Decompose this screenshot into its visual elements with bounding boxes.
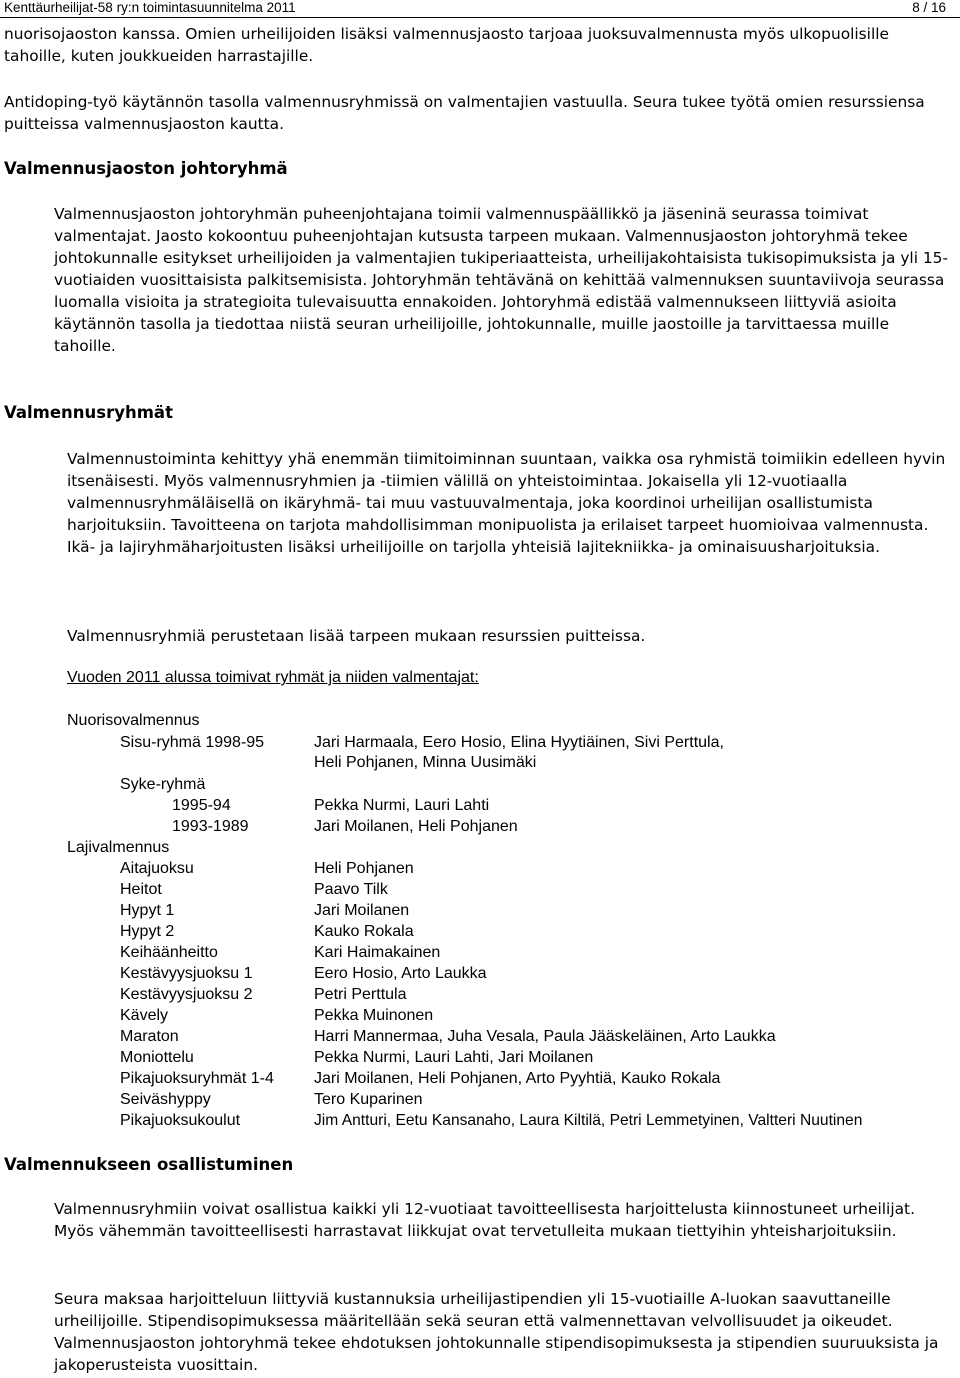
table-row	[0, 816, 960, 837]
valmennusryhmat-paragraph-1: Valmennustoiminta kehittyy yhä enemmän tiimitoiminnan suuntaan, vaikka osa ryhmistä toimiikin edelleen hyvin itsenäisesti. Myös valmennusryhmien ja -tiimien välillä on yhteistoimintaa. Jokaisella yli 12-vuotiaalla valmennusryhmäläisellä on ikäryhmä- tai muu vastuuvalmentaja, joka koordinoi urheilijan osallistumista harjoituksiin. Tavoitteena on tarjota mahdollisimman monipuolista ja erilaiset tarpeet huomioivaa valmennusta. Ikä- ja lajiryhmäharjoitusten lisäksi urheilijoille on tarjolla yhteisiä lajitekniikka- ja ominaisuusharjoituksia.	[67, 450, 946, 556]
group-coaches: Tero Kuparinen	[314, 1091, 423, 1108]
group-coaches: Petri Perttula	[314, 986, 407, 1003]
group-name: Hypyt 2	[120, 923, 175, 940]
group-name: Seiväshyppy	[120, 1091, 211, 1108]
table-row	[0, 963, 960, 984]
group-coaches: Paavo Tilk	[314, 881, 388, 898]
group-name: Moniottelu	[120, 1049, 194, 1066]
page-number: 8 / 16	[912, 0, 946, 15]
table-row	[0, 858, 960, 879]
group-coaches: Jari Harmaala, Eero Hosio, Elina Hyytiäinen, Sivi Perttula,	[314, 734, 724, 751]
group-name: Maraton	[120, 1028, 179, 1045]
header-divider	[0, 17, 960, 18]
group-name: Keihäänheitto	[120, 944, 218, 961]
valmennusryhmat-paragraph-2: Valmennusryhmiä perustetaan lisää tarpeen mukaan resurssien puitteissa.	[67, 627, 646, 645]
group-name: 1995-94	[172, 797, 231, 814]
page-header	[0, 0, 960, 16]
group-coaches: Heli Pohjanen, Minna Uusimäki	[314, 754, 537, 771]
osallistuminen-paragraph-2: Seura maksaa harjoitteluun liittyviä kustannuksia urheilijastipendien yli 15-vuotiaille A-luokan saavuttaneille urheilijoille. Stipendisopimuksessa määritellään sekä seuran että valmennettavan velvollisuudet ja oikeudet. Valmennusjaoston johtoryhmä tekee ehdotuksen johtokunnalle stipendisopimuksesta ja stipendien suuruuksista ja jakoperusteista vuosittain.	[54, 1290, 939, 1374]
group-name: Nuorisovalmennus	[67, 712, 200, 729]
intro-paragraph-1: nuorisojaoston kanssa. Omien urheilijoiden lisäksi valmennusjaosto tarjoaa juoksuvalmennusta myös ulkopuolisille tahoille, kuten joukkueiden harrastajille.	[4, 25, 889, 65]
table-row	[0, 921, 960, 942]
group-name: Heitot	[120, 881, 162, 898]
group-coaches: Kauko Rokala	[314, 923, 414, 940]
group-coaches: Jari Moilanen, Heli Pohjanen	[314, 818, 518, 835]
table-row	[0, 752, 960, 773]
table-row	[0, 942, 960, 963]
table-row	[0, 1047, 960, 1068]
group-coaches: Heli Pohjanen	[314, 860, 414, 877]
groups-list-title: Vuoden 2011 alussa toimivat ryhmät ja niiden valmentajat:	[67, 669, 479, 686]
group-name: Lajivalmennus	[67, 839, 170, 856]
group-coaches: Pekka Nurmi, Lauri Lahti	[314, 797, 490, 814]
document-title: Kenttäurheilijat-58 ry:n toimintasuunnitelma 2011	[4, 0, 296, 15]
table-row	[0, 984, 960, 1005]
group-coaches: Pekka Muinonen	[314, 1007, 434, 1024]
group-name: Sisu-ryhmä 1998-95	[120, 734, 265, 751]
table-row	[0, 1026, 960, 1047]
table-row	[0, 732, 960, 753]
group-name: Aitajuoksu	[120, 860, 194, 877]
table-row	[0, 837, 960, 858]
group-coaches: Pekka Nurmi, Lauri Lahti, Jari Moilanen	[314, 1049, 594, 1066]
table-row	[0, 710, 960, 731]
group-name: Kävely	[120, 1007, 169, 1024]
section-heading-valmennusryhmat: Valmennusryhmät	[4, 403, 173, 422]
group-coaches: Jari Moilanen	[314, 902, 410, 919]
intro-paragraph-2: Antidoping-työ käytännön tasolla valmennusryhmissä on valmentajien vastuulla. Seura tukee työtä omien resurssiensa puitteissa valmennusjaoston kautta.	[4, 93, 925, 133]
group-coaches: Kari Haimakainen	[314, 944, 441, 961]
group-name: Kestävyysjuoksu 1	[120, 965, 253, 982]
group-name: Pikajuoksukoulut	[120, 1112, 241, 1129]
table-row	[0, 774, 960, 795]
table-row	[0, 900, 960, 921]
osallistuminen-paragraph-1: Valmennusryhmiin voivat osallistua kaikki yli 12-vuotiaat tavoitteellisesta harjoittelusta kiinnostuneet urheilijat. Myös vähemmän tavoitteellisesti harrastavat liikkujat ovat tervetulleita mukaan tiettyihin yhteisharjoituksiin.	[54, 1200, 915, 1240]
group-name: 1993-1989	[172, 818, 249, 835]
table-row	[0, 1110, 960, 1131]
table-row	[0, 1068, 960, 1089]
group-coaches: Jim Antturi, Eetu Kansanaho, Laura Kiltilä, Petri Lemmetyinen, Valtteri Nuutinen	[314, 1112, 863, 1129]
group-coaches: Jari Moilanen, Heli Pohjanen, Arto Pyyhtiä, Kauko Rokala	[314, 1070, 721, 1087]
group-name: Hypyt 1	[120, 902, 175, 919]
group-name: Pikajuoksuryhmät 1-4	[120, 1070, 274, 1087]
section-heading-osallistuminen: Valmennukseen osallistuminen	[4, 1155, 294, 1174]
table-row	[0, 1005, 960, 1026]
table-row	[0, 879, 960, 900]
group-name: Kestävyysjuoksu 2	[120, 986, 253, 1003]
group-coaches: Harri Mannermaa, Juha Vesala, Paula Jääskeläinen, Arto Laukka	[314, 1028, 776, 1045]
johtoryhma-paragraph: Valmennusjaoston johtoryhmän puheenjohtajana toimii valmennuspäällikkö ja jäseninä seurassa toimivat valmentajat. Jaosto kokoontuu puheenjohtajan kutsusta tarpeen mukaan. Valmennusjaoston johtoryhmä tekee johtokunnalle esitykset urheilijoiden ja valmentajien tukiperiaatteista, urheilijakohtaisista tukisopimuksista ja yli 15-vuotiaiden vuosittaisista palkitsemisista. Johtoryhmän tehtävänä on kehittää valmennuksen suuntaviivoja seurassa luomalla visioita ja strategioita tulevaisuutta ennakoiden. Johtoryhmä edistää valmennukseen liittyviä asioita käytännön tasolla ja tiedottaa niistä seuran urheilijoille, johtokunnalle, muille jaostoille ja tarvittaessa muille tahoille.	[54, 205, 949, 355]
group-coaches: Eero Hosio, Arto Laukka	[314, 965, 487, 982]
group-name: Syke-ryhmä	[120, 776, 206, 793]
section-heading-johtoryhma: Valmennusjaoston johtoryhmä	[4, 159, 288, 178]
table-row	[0, 1089, 960, 1110]
table-row	[0, 795, 960, 816]
